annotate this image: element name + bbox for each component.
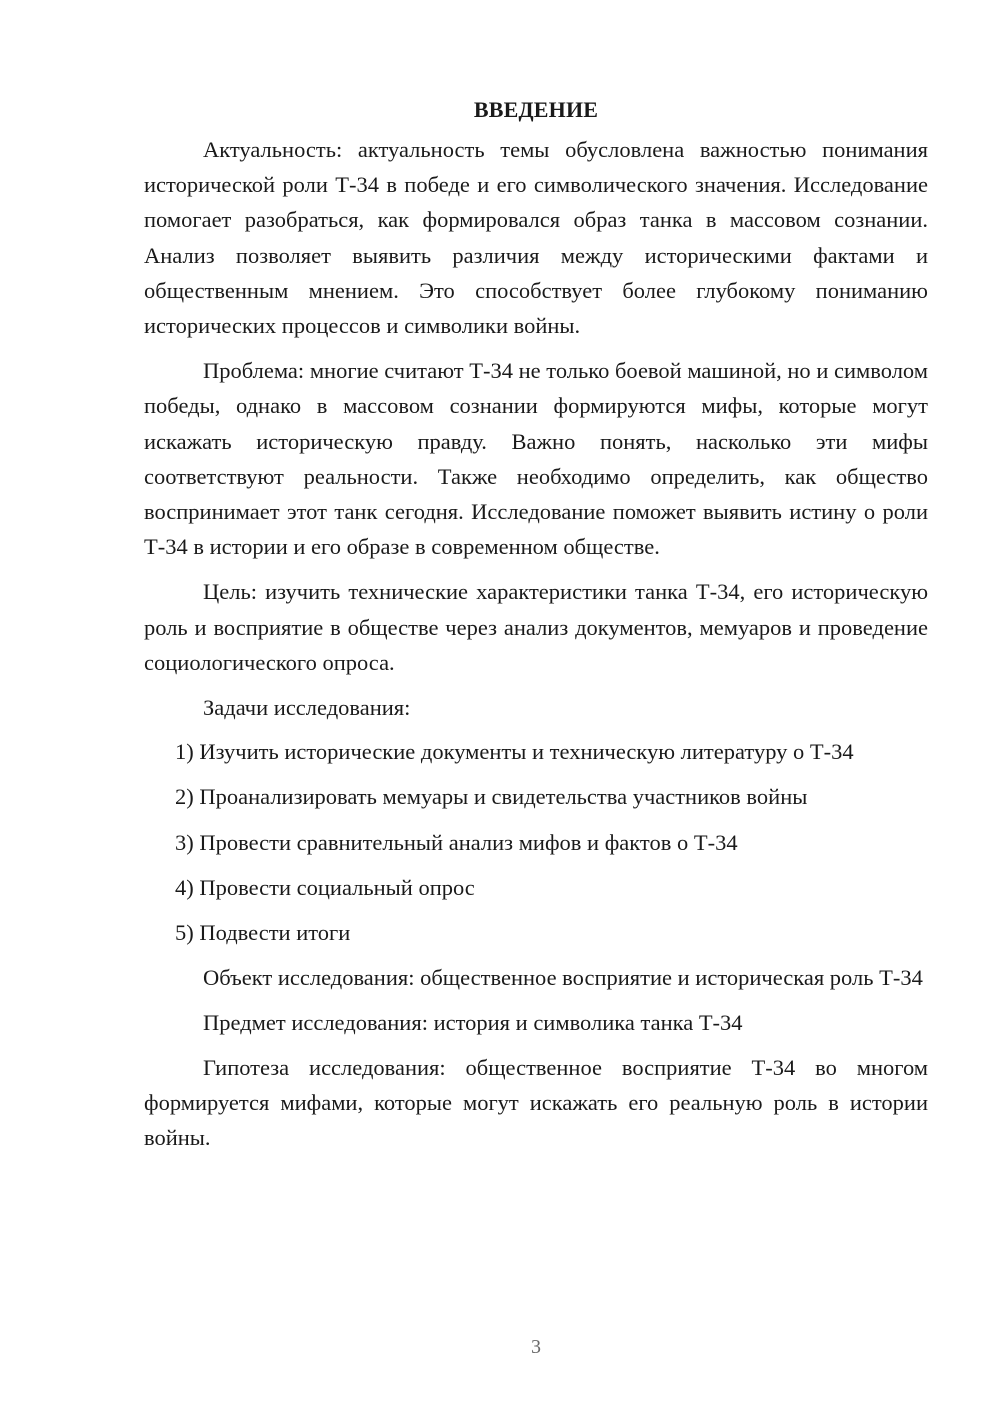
object-paragraph: Объект исследования: общественное восприятие и историческая роль Т-34 bbox=[203, 965, 923, 991]
list-item: 1) Изучить исторические документы и техническую литературу о Т-34 bbox=[175, 739, 854, 765]
page-number: 3 bbox=[531, 1336, 541, 1358]
tasks-heading: Задачи исследования: bbox=[203, 695, 411, 721]
list-item: 4) Провести социальный опрос bbox=[175, 874, 475, 900]
relevance-paragraph: Актуальность: актуальность темы обусловлена важностью понимания исторической роли Т-34 в победе и его символического значения. Исследование помогает разобраться, как формировался образ танка в массовом сознании. Анализ позволяет выявить различия между историческими фактами и общественным мнением. Это способствует более глубокому пониманию исторических процессов и символики войны. bbox=[144, 137, 928, 339]
goal-paragraph: Цель: изучить технические характеристики танка Т-34, его историческую роль и восприятие в обществе через анализ документов, мемуаров и проведение социологического опроса. bbox=[144, 579, 928, 675]
problem-paragraph: Проблема: многие считают Т-34 не только боевой машиной, но и символом победы, однако в массовом сознании формируются мифы, которые могут искажать историческую правду. Важно понять, насколько эти мифы соответствуют реальности. Также необходимо определить, как общество воспринимает этот танк сегодня. Исследование поможет выявить истину о роли Т-34 в истории и его образе в современном обществе. bbox=[144, 358, 928, 560]
section-title: ВВЕДЕНИЕ bbox=[473, 97, 599, 122]
list-item: 5) Подвести итоги bbox=[175, 920, 351, 946]
hypothesis-paragraph: Гипотеза исследования: общественное восприятие Т-34 во многом формируется мифами, которые могут искажать его реальную роль в истории войны. bbox=[144, 1054, 928, 1151]
list-item: 3) Провести сравнительный анализ мифов и фактов о Т-34 bbox=[175, 829, 738, 855]
page-content bbox=[144, 92, 928, 1165]
subject-paragraph: Предмет исследования: история и символика танка Т-34 bbox=[203, 1010, 743, 1036]
tasks-list bbox=[144, 734, 928, 950]
list-item: 2) Проанализировать мемуары и свидетельства участников войны bbox=[175, 784, 808, 810]
